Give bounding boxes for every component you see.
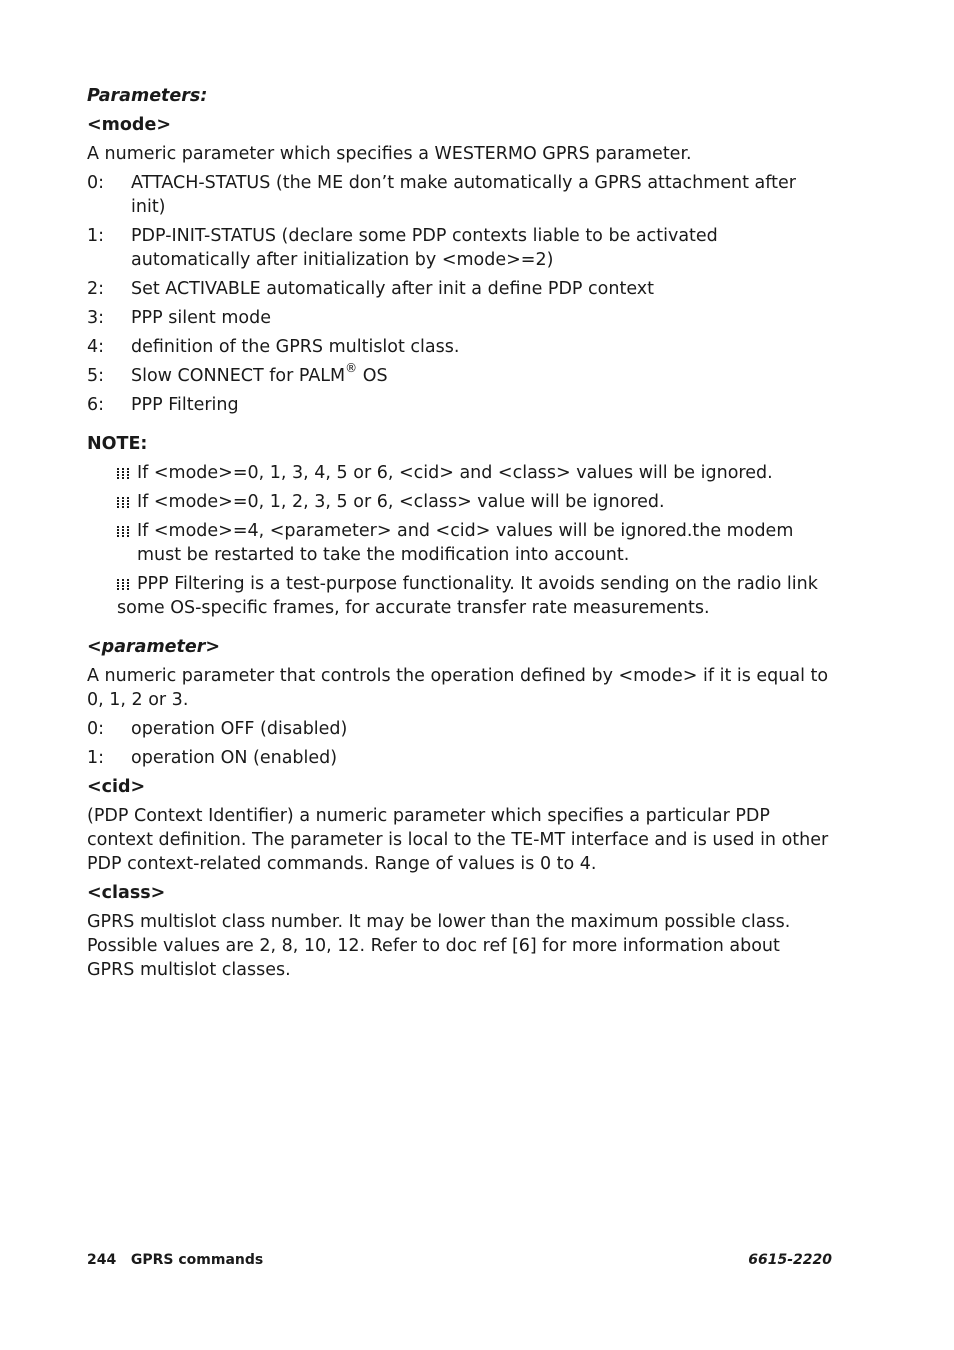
mode-item: [87, 335, 832, 359]
note-bullet-text: If <mode>=0, 1, 2, 3, 5 or 6, <class> value will be ignored.: [137, 492, 665, 512]
grid-dots-icon: [117, 497, 129, 508]
mode-heading: <mode>: [87, 115, 171, 135]
parameter-description: A numeric parameter that controls the operation defined by <mode> if it is equal to 0, 1, 2 or 3.: [87, 666, 829, 710]
item-text: PPP silent mode: [131, 308, 271, 328]
item-number: 4:: [87, 337, 105, 357]
item-text: definition of the GPRS multislot class.: [131, 337, 460, 357]
item-text: Set ACTIVABLE automatically after init a define PDP context: [131, 279, 655, 299]
parameter-item: [87, 717, 832, 741]
note-bullet: [117, 461, 832, 485]
note-bullet-text: If <mode>=0, 1, 3, 4, 5 or 6, <cid> and <class> values will be ignored.: [137, 463, 773, 483]
mode-item: [87, 393, 832, 417]
item-number: 3:: [87, 308, 105, 328]
page-number: 244: [87, 1252, 117, 1268]
item-text: PPP Filtering: [131, 395, 239, 415]
note-bullet-text: PPP Filtering is a test-purpose functionality. It avoids sending on the radio link some OS-specific frames, for accurate transfer rate measurements.: [117, 574, 818, 618]
document-id: 6615-2220: [748, 1252, 832, 1268]
item-number: 1:: [87, 748, 105, 768]
item-text: operation ON (enabled): [131, 748, 338, 768]
item-text-main: Slow CONNECT for PALM: [131, 366, 346, 386]
note-bullet: [117, 519, 832, 567]
page-content: [87, 84, 832, 987]
item-text: ATTACH-STATUS (the ME don’t make automatically a GPRS attachment after init): [131, 173, 796, 217]
item-number: 0:: [87, 719, 105, 739]
page-footer: [87, 1252, 832, 1268]
item-text: [131, 361, 832, 388]
cid-heading: <cid>: [87, 777, 146, 797]
mode-description: A numeric parameter which specifies a WESTERMO GPRS parameter.: [87, 144, 692, 164]
footer-left: [87, 1252, 263, 1268]
note-heading: NOTE:: [87, 434, 148, 454]
mode-item: [87, 171, 832, 219]
item-text: operation OFF (disabled): [131, 719, 348, 739]
note-bullet: [117, 490, 832, 514]
item-number: 2:: [87, 279, 105, 299]
grid-dots-icon: [117, 579, 129, 590]
section-name: GPRS commands: [130, 1252, 264, 1268]
cid-description: (PDP Context Identifier) a numeric parameter which specifies a particular PDP context definition. The parameter is local to the TE-MT interface and is used in other PDP context-related commands. Range of values is 0 to 4.: [87, 806, 829, 874]
item-number: 5:: [87, 366, 105, 386]
mode-item: [87, 277, 832, 301]
mode-item: [87, 361, 832, 388]
grid-dots-icon: [117, 526, 129, 537]
item-text: PDP-INIT-STATUS (declare some PDP contexts liable to be activated automatically after initialization by <mode>=2): [131, 226, 718, 270]
mode-item: [87, 306, 832, 330]
item-number: 0:: [87, 173, 105, 193]
parameters-title: Parameters:: [87, 86, 208, 106]
note-bullet-text: If <mode>=4, <parameter> and <cid> values will be ignored.the modem must be restarted to take the modification into account.: [137, 521, 794, 565]
parameter-heading: <parameter>: [87, 637, 221, 657]
registered-mark: ®: [345, 361, 358, 376]
note-bullet: [117, 572, 832, 620]
item-number: 1:: [87, 226, 105, 246]
grid-dots-icon: [117, 468, 129, 479]
parameter-item: [87, 746, 832, 770]
mode-item: [87, 224, 832, 272]
class-description: GPRS multislot class number. It may be lower than the maximum possible class. Possible values are 2, 8, 10, 12. Refer to doc ref [6] for more information about GPRS multislot classes.: [87, 912, 791, 980]
item-number: 6:: [87, 395, 105, 415]
class-heading: <class>: [87, 883, 166, 903]
item-text-suffix: OS: [357, 366, 388, 386]
